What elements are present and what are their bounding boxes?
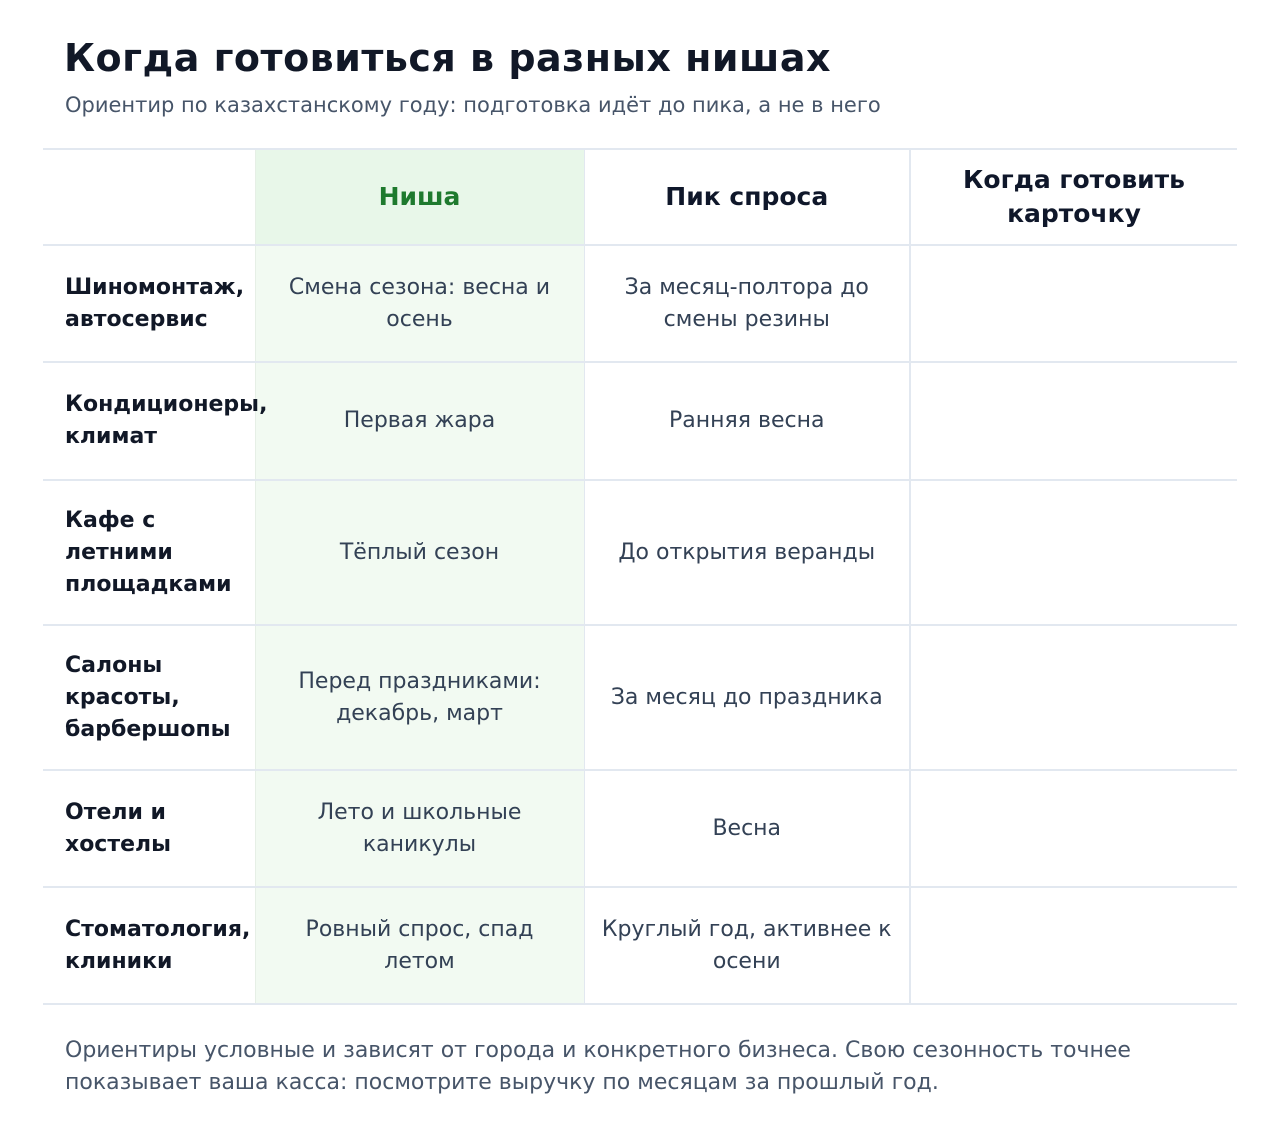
prepare-cell xyxy=(910,362,1237,480)
header-niche: Ниша xyxy=(255,149,584,245)
prepare-cell xyxy=(910,887,1237,1004)
peak-cell: За месяц-полтора до смены резины xyxy=(584,245,910,362)
seasonality-table xyxy=(43,148,1237,1005)
prepare-cell xyxy=(910,480,1237,625)
peak-cell: Весна xyxy=(584,770,910,887)
row-label: Отели и хостелы xyxy=(43,770,255,887)
peak-cell: Круглый год, активнее к осени xyxy=(584,887,910,1004)
niche-cell: Ровный спрос, спад летом xyxy=(255,887,584,1004)
table-row xyxy=(43,887,1237,1004)
table-row xyxy=(43,625,1237,770)
header-peak-demand: Пик спроса xyxy=(584,149,910,245)
footnote: Ориентиры условные и зависят от города и конкретного бизнеса. Свою сезонность точнее показывает ваша касса: посмотрите выручку по месяцам за прошлый год. xyxy=(65,1038,1131,1095)
peak-cell: За месяц до праздника xyxy=(584,625,910,770)
table-row xyxy=(43,362,1237,480)
page-title: Когда готовиться в разных нишах xyxy=(64,36,832,80)
prepare-cell xyxy=(910,625,1237,770)
niche-cell: Перед праздниками: декабрь, март xyxy=(255,625,584,770)
table-row xyxy=(43,245,1237,362)
row-label: Кафе с летними площадками xyxy=(43,480,255,625)
niche-cell: Первая жара xyxy=(255,362,584,480)
peak-cell: До открытия веранды xyxy=(584,480,910,625)
header-when-prepare: Когда готовить карточку xyxy=(910,149,1237,245)
page-subtitle: Ориентир по казахстанскому году: подготовка идёт до пика, а не в него xyxy=(65,93,881,117)
niche-cell: Лето и школьные каникулы xyxy=(255,770,584,887)
seasonality-table-container xyxy=(43,148,1237,1005)
prepare-cell xyxy=(910,245,1237,362)
header-empty xyxy=(43,149,255,245)
table-header-row xyxy=(43,149,1237,245)
table-row xyxy=(43,480,1237,625)
row-label: Кондиционеры, климат xyxy=(43,362,255,480)
row-label: Салоны красоты, барбершопы xyxy=(43,625,255,770)
peak-cell: Ранняя весна xyxy=(584,362,910,480)
niche-cell: Смена сезона: весна и осень xyxy=(255,245,584,362)
niche-cell: Тёплый сезон xyxy=(255,480,584,625)
row-label: Шиномонтаж, автосервис xyxy=(43,245,255,362)
prepare-cell xyxy=(910,770,1237,887)
table-row xyxy=(43,770,1237,887)
row-label: Стоматология, клиники xyxy=(43,887,255,1004)
